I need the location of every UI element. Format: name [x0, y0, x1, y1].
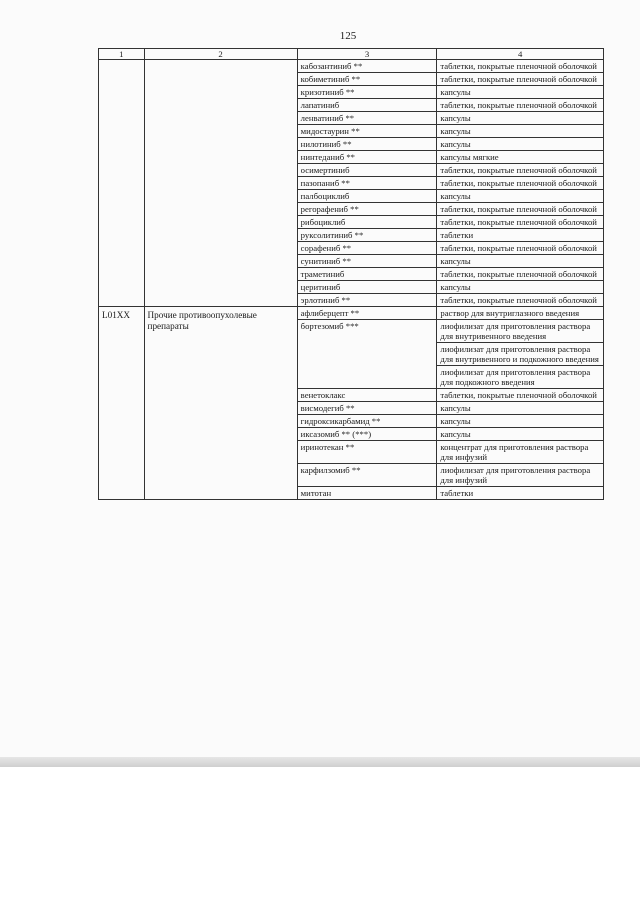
group-name-cell [144, 60, 297, 307]
dosage-form-cell: лиофилизат для приготовления раствора для подкожного введения [437, 366, 604, 389]
drug-name-cell: ленватиниб ** [297, 112, 437, 125]
dosage-form-cell: лиофилизат для приготовления раствора для инфузий [437, 464, 604, 487]
dosage-form-cell: таблетки, покрытые пленочной оболочкой [437, 294, 604, 307]
drug-name-cell: регорафениб ** [297, 203, 437, 216]
drug-name-cell: нинтеданиб ** [297, 151, 437, 164]
drug-name-cell: иксазомиб ** (***) [297, 428, 437, 441]
dosage-form-cell: раствор для внутриглазного введения [437, 307, 604, 320]
dosage-form-cell: капсулы [437, 402, 604, 415]
dosage-form-cell: капсулы [437, 415, 604, 428]
column-header: 1 [99, 49, 145, 60]
dosage-form-cell: капсулы [437, 138, 604, 151]
drug-name-cell: кабозантиниб ** [297, 60, 437, 73]
dosage-form-cell: таблетки, покрытые пленочной оболочкой [437, 203, 604, 216]
drug-name-cell: бортезомиб *** [297, 320, 437, 389]
column-header: 3 [297, 49, 437, 60]
drug-name-cell: мидостаурин ** [297, 125, 437, 138]
dosage-form-cell: таблетки, покрытые пленочной оболочкой [437, 216, 604, 229]
group-name-cell: Прочие противоопухолевые препараты [144, 307, 297, 500]
dosage-form-cell: таблетки, покрытые пленочной оболочкой [437, 60, 604, 73]
drug-name-cell: нилотиниб ** [297, 138, 437, 151]
dosage-form-cell: таблетки, покрытые пленочной оболочкой [437, 99, 604, 112]
drug-name-cell: висмодегиб ** [297, 402, 437, 415]
page-number: 125 [339, 30, 357, 42]
dosage-form-cell: концентрат для приготовления раствора для инфузий [437, 441, 604, 464]
column-header: 4 [437, 49, 604, 60]
drug-name-cell: сунитиниб ** [297, 255, 437, 268]
dosage-form-cell: лиофилизат для приготовления раствора для внутривенного и подкожного введения [437, 343, 604, 366]
column-header: 2 [144, 49, 297, 60]
drug-name-cell: карфилзомиб ** [297, 464, 437, 487]
dosage-form-cell: таблетки, покрытые пленочной оболочкой [437, 268, 604, 281]
drug-name-cell: кобиметиниб ** [297, 73, 437, 86]
dosage-form-cell: таблетки, покрытые пленочной оболочкой [437, 242, 604, 255]
drug-name-cell: венетоклакс [297, 389, 437, 402]
dosage-form-cell: капсулы [437, 86, 604, 99]
dosage-form-cell: таблетки, покрытые пленочной оболочкой [437, 389, 604, 402]
drug-name-cell: траметиниб [297, 268, 437, 281]
drug-name-cell: осимертиниб [297, 164, 437, 177]
table-row [99, 307, 604, 320]
drug-name-cell: пазопаниб ** [297, 177, 437, 190]
drug-name-cell: сорафениб ** [297, 242, 437, 255]
dosage-form-cell: капсулы [437, 112, 604, 125]
drug-name-cell: митотан [297, 487, 437, 500]
table-header-row [99, 49, 604, 60]
drug-name-cell: кризотиниб ** [297, 86, 437, 99]
drug-name-cell: афлиберцепт ** [297, 307, 437, 320]
dosage-form-cell: таблетки, покрытые пленочной оболочкой [437, 73, 604, 86]
dosage-form-cell: таблетки [437, 487, 604, 500]
table-row [99, 60, 604, 73]
dosage-form-cell: таблетки [437, 229, 604, 242]
dosage-form-cell: капсулы [437, 281, 604, 294]
dosage-form-cell: капсулы мягкие [437, 151, 604, 164]
dosage-form-cell: капсулы [437, 190, 604, 203]
drug-table [98, 48, 604, 500]
dosage-form-cell: капсулы [437, 125, 604, 138]
drug-name-cell: церитиниб [297, 281, 437, 294]
drug-name-cell: руксолитиниб ** [297, 229, 437, 242]
drug-name-cell: лапатиниб [297, 99, 437, 112]
drug-name-cell: гидроксикарбамид ** [297, 415, 437, 428]
drug-name-cell: иринотекан ** [297, 441, 437, 464]
dosage-form-cell: таблетки, покрытые пленочной оболочкой [437, 164, 604, 177]
scan-edge [0, 757, 640, 767]
dosage-form-cell: таблетки, покрытые пленочной оболочкой [437, 177, 604, 190]
drug-name-cell: рибоциклиб [297, 216, 437, 229]
group-code-cell: L01XX [99, 307, 145, 500]
drug-name-cell: эрлотиниб ** [297, 294, 437, 307]
drug-name-cell: палбоциклиб [297, 190, 437, 203]
group-code-cell [99, 60, 145, 307]
dosage-form-cell: капсулы [437, 428, 604, 441]
dosage-form-cell: капсулы [437, 255, 604, 268]
dosage-form-cell: лиофилизат для приготовления раствора для внутривенного введения [437, 320, 604, 343]
